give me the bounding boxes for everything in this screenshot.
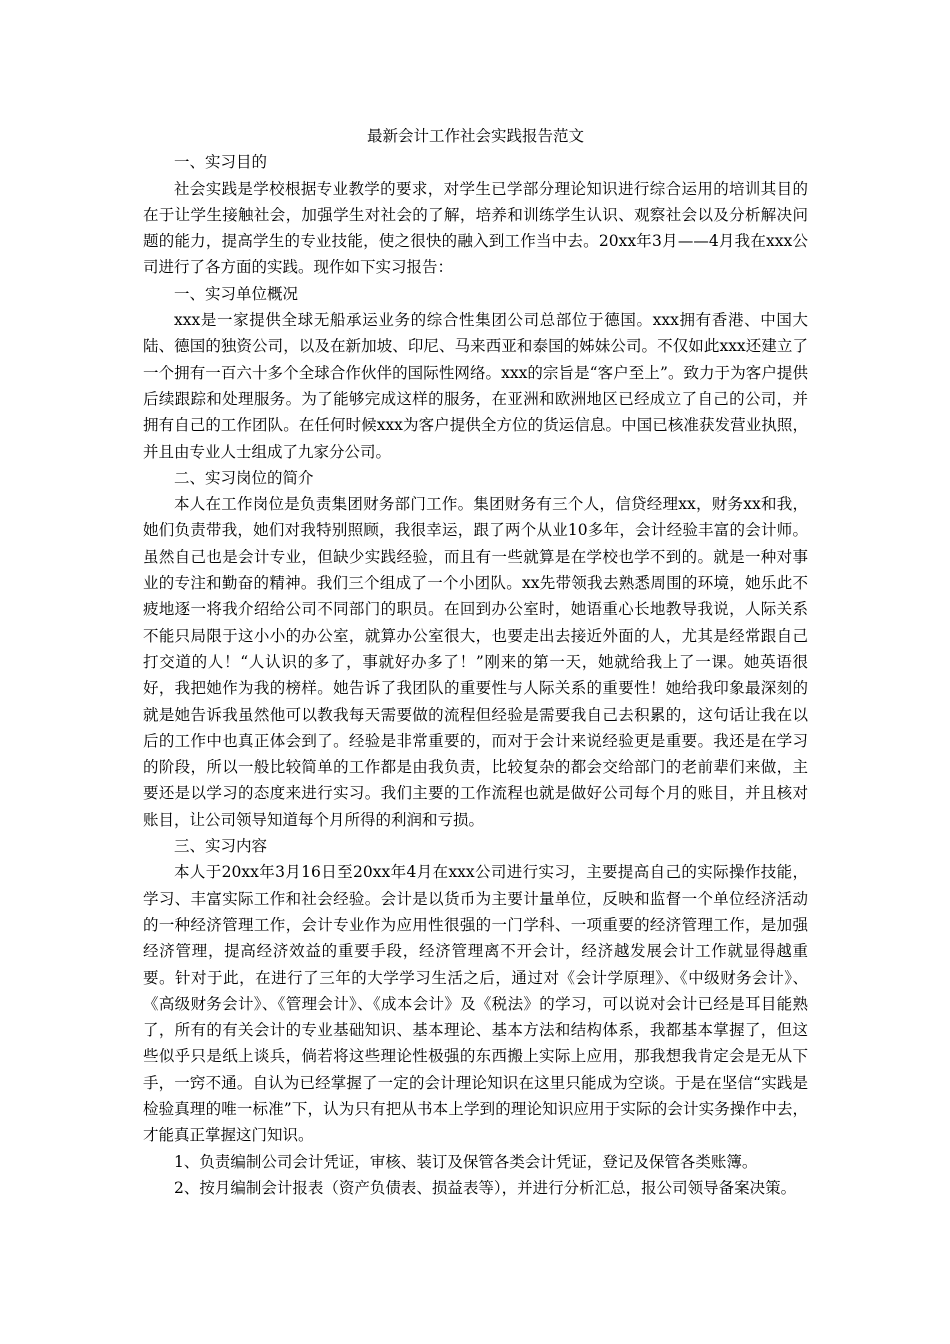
section-heading-content: 三、实习内容: [174, 837, 268, 856]
section-heading-position: 二、实习岗位的简介: [174, 468, 314, 487]
paragraph-company-overview: xxx是一家提供全球无船承运业务的综合性集团公司总部位于德国。xxx拥有香港、中国大陆、德国的独资公司，以及在新加坡、印尼、马来西亚和泰国的姊妹公司。不仅如此xxx还建立了一个拥有一百六十多个全球合作伙伴的国际性网络。xxx的宗旨是“客户至上”。致力于为客户提供后续跟踪和处理服务。为了能够完成这样的服务，在亚洲和欧洲地区已经成立了自己的公司，并拥有自己的工作团队。在任何时候xxx为客户提供全方位的货运信息。中国已核准获发营业执照，并且由专业人士组成了九家分公司。: [143, 311, 808, 461]
paragraph-purpose: 社会实践是学校根据专业教学的要求，对学生已学部分理论知识进行综合运用的培训其目的在于让学生接触社会，加强学生对社会的了解，培养和训练学生认识、观察社会以及分析解决问题的能力，提高学生的专业技能，使之很快的融入到工作当中去。20xx年3月——4月我在xxx公司进行了各方面的实践。现作如下实习报告：: [143, 179, 808, 277]
paragraph-position: 本人在工作岗位是负责集团财务部门工作。集团财务有三个人，信贷经理xx，财务xx和我，她们负责带我，她们对我特别照顾，我很幸运，跟了两个从业10多年，会计经验丰富的会计师。虽然自己也是会计专业，但缺少实践经验，而且有一些就算是在学校也学不到的。就是一种对事业的专注和勤奋的精神。我们三个组成了一个小团队。xx先带领我去熟悉周围的环境，她乐此不疲地逐一将我介绍给公司不同部门的职员。在回到办公室时，她语重心长地教导我说，人际关系不能只局限于这小小的办公室，就算办公室很大，也要走出去接近外面的人，尤其是经常跟自己打交道的人！“人认识的多了，事就好办多了！”刚来的第一天，她就给我上了一课。她英语很好，我把她作为我的榜样。她告诉了我团队的重要性与人际关系的重要性！她给我印象最深刻的就是她告诉我虽然他可以教我每天需要做的流程但经验是需要我自己去积累的，这句话让我在以后的工作中也真正体会到了。经验是非常重要的，而对于会计来说经验更是重要。我还是在学习的阶段，所以一般比较简单的工作都是由我负责，比较复杂的都会交给部门的老前辈们来做，主要还是以学习的态度来进行实习。我们主要的工作流程也就是做好公司每个月的账目，并且核对账目，让公司领导知道每个月所得的利润和亏损。: [143, 495, 808, 829]
paragraph-content: 本人于20xx年3月16日至20xx年4月在xxx公司进行实习，主要提高自己的实际操作技能，学习、丰富实际工作和社会经验。会计是以货币为主要计量单位，反映和监督一个单位经济活动的一种经济管理工作，会计专业作为应用性很强的一门学科、一项重要的经济管理工作，是加强经济管理，提高经济效益的重要手段，经济管理离不开会计，经济越发展会计工作就显得越重要。针对于此，在进行了三年的大学学习生活之后，通过对《会计学原理》、《中级财务会计》、《高级财务会计》、《管理会计》、《成本会计》及《税法》的学习，可以说对会计已经是耳目能熟了，所有的有关会计的专业基础知识、基本理论、基本方法和结构体系，我都基本掌握了，但这些似乎只是纸上谈兵，倘若将这些理论性极强的东西搬上实际上应用，那我想我肯定会是无从下手，一窍不通。自认为已经掌握了一定的会计理论知识在这里只能成为空谈。于是在坚信“实践是检验真理的唯一标准”下，认为只有把从书本上学到的理论知识应用于实际的会计实务操作中去，才能真正掌握这门知识。: [143, 863, 808, 1145]
document-title: 最新会计工作社会实践报告范文: [366, 127, 584, 145]
section-heading-purpose: 一、实习目的: [174, 153, 268, 172]
document-body: [143, 123, 808, 1201]
list-item-duty-2: 2、按月编制会计报表（资产负债表、损益表等），并进行分析汇总，报公司领导备案决策。: [174, 1178, 797, 1197]
section-heading-company-overview: 一、实习单位概况: [174, 284, 299, 303]
list-item-duty-1: 1、负责编制公司会计凭证，审核、装订及保管各类会计凭证，登记及保管各类账簿。: [174, 1152, 758, 1171]
